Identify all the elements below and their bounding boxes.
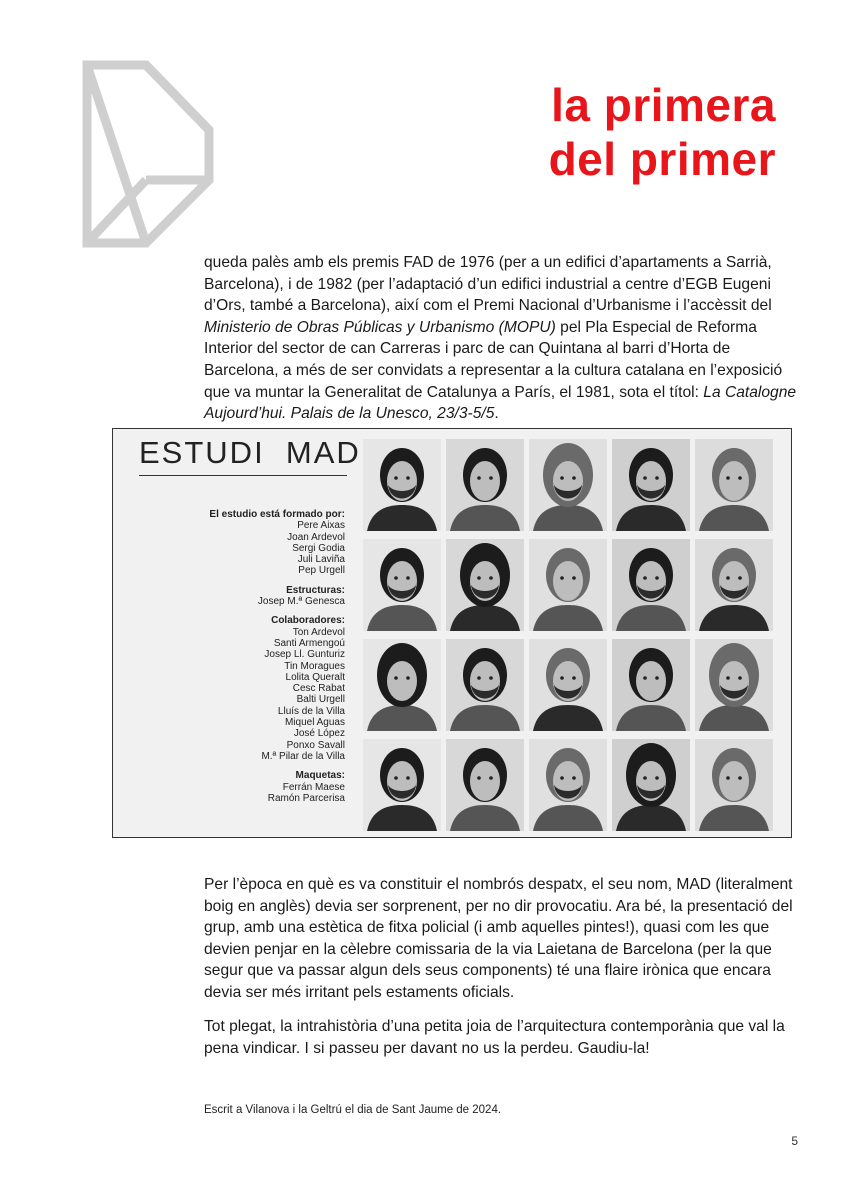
- credits-member: Pep Urgell: [298, 565, 345, 577]
- credits-member: Josep Ll. Gunturiz: [264, 649, 345, 661]
- credits-member: Juli Laviña: [297, 554, 345, 566]
- ministry-name: Ministerio de Obras Públicas y Urbanismo (MOPU): [204, 318, 556, 336]
- exhibition-title: La Catalogne Aujourd’hui. Palais de la Unesco, 23/3-5/5: [204, 383, 797, 423]
- heading-rule: [139, 475, 347, 476]
- title-line-1: la primera: [551, 79, 776, 131]
- credits-group-title: Estructuras:: [286, 584, 345, 596]
- credits-member: Josep M.ª Genesca: [257, 596, 345, 608]
- credits-member: Joan Ardevol: [287, 531, 345, 543]
- page-number: 5: [791, 1134, 798, 1148]
- portrait-photo: [695, 739, 773, 831]
- credits-member: Ferrán Maese: [282, 781, 345, 793]
- credits-member: Cesc Rabat: [292, 683, 345, 695]
- portrait-photo: [446, 639, 524, 731]
- portrait-photo: [695, 439, 773, 531]
- credits-member: Sergi Godia: [292, 542, 345, 554]
- portrait-photo: [363, 439, 441, 531]
- paragraph-text: pel Pla Especial de Reforma Interior del sector de can Carreras i parc de can Quintana al barri d’Horta de Barcelona, a més de ser convidats a representar a la cultura catalana en l’exposició que va muntar la Generalitat de Catalunya a París, el 1981, sota el títol:: [204, 318, 783, 401]
- credits-member: Ponxo Savall: [286, 739, 345, 751]
- portrait-photo: [612, 639, 690, 731]
- document-fold-logo-icon: [82, 60, 214, 248]
- credits-member: Lluís de la Villa: [277, 705, 345, 717]
- portrait-photo: [363, 639, 441, 731]
- page-title: [549, 78, 776, 186]
- portrait-photo: [612, 739, 690, 831]
- paragraph-text: queda palès amb els premis FAD de 1976 (per a un edifici d’apartaments a Sarrià, Barcelona), i de 1982 (per l’adaptació d’un edifici industrial a centre d’EGB Eugeni d’Ors, també a Barcelona), així com el Premi Nacional d’Urbanisme i l’accèssit del: [204, 254, 772, 315]
- team-credits: [153, 509, 345, 812]
- title-line-2: del primer: [548, 133, 776, 185]
- paragraph-text: .: [494, 405, 499, 423]
- credits-member: M.ª Pilar de la Villa: [261, 750, 345, 762]
- figure-heading: ESTUDI MAD: [139, 435, 361, 470]
- credits-member: Lolita Queralt: [285, 671, 345, 683]
- credits-member: Ton Ardevol: [292, 626, 345, 638]
- paragraph-conclusion: [204, 1016, 804, 1059]
- credits-group: [153, 509, 345, 577]
- portrait-photo: [695, 539, 773, 631]
- portrait-photo: [529, 639, 607, 731]
- paragraph-text: Per l’època en què es va constituir el nombrós despatx, el seu nom, MAD (literalment boig en anglès) devia ser sorprenent, per no dir provocatiu. Ara bé, la presentació del grup, amb una estètica de fitxa policial (i amb aquelles pintes!), quasi com les que devien penjar en la cèlebre comissaria de la via Laietana de Barcelona (per la que segur que va passar algun dels seus components) té una flaire irònica que encara devia ser més irritant pels estaments oficials.: [204, 876, 793, 1001]
- portrait-photo: [446, 439, 524, 531]
- credits-member: Ramón Parcerisa: [267, 792, 345, 804]
- portrait-photo: [529, 539, 607, 631]
- credits-group-title: Colaboradores:: [271, 615, 345, 627]
- portrait-photo: [363, 539, 441, 631]
- portrait-photo: [529, 439, 607, 531]
- portrait-photo: [446, 739, 524, 831]
- credits-group-title: Maquetas:: [295, 770, 345, 782]
- credits-group: [153, 585, 345, 608]
- credits-member: Santi Armengoú: [273, 637, 345, 649]
- credits-member: Balti Urgell: [296, 694, 345, 706]
- paragraph-name: [204, 874, 804, 1004]
- portrait-photo: [695, 639, 773, 731]
- credits-member: Tin Moragues: [284, 660, 345, 672]
- paragraph-text: Tot plegat, la intrahistòria d’una petita joia de l’arquitectura contemporània que val la pena vindicar. I si passeu per davant no us la perdeu. Gaudiu-la!: [204, 1018, 785, 1057]
- credits-member: Miquel Aguas: [284, 717, 345, 729]
- studio-mad-figure: [112, 428, 792, 838]
- credits-group-title: El estudio está formado por:: [209, 509, 345, 520]
- credits-member: Pere Aixas: [297, 520, 345, 532]
- credits-group: [153, 615, 345, 762]
- portrait-grid: [363, 439, 783, 833]
- portrait-photo: [612, 539, 690, 631]
- credits-member: José López: [293, 728, 345, 740]
- paragraph-awards: [204, 252, 804, 425]
- signoff: Escrit a Vilanova i la Geltrú el dia de Sant Jaume de 2024.: [204, 1104, 502, 1116]
- portrait-photo: [529, 739, 607, 831]
- portrait-photo: [612, 439, 690, 531]
- credits-group: [153, 770, 345, 804]
- portrait-photo: [446, 539, 524, 631]
- portrait-photo: [363, 739, 441, 831]
